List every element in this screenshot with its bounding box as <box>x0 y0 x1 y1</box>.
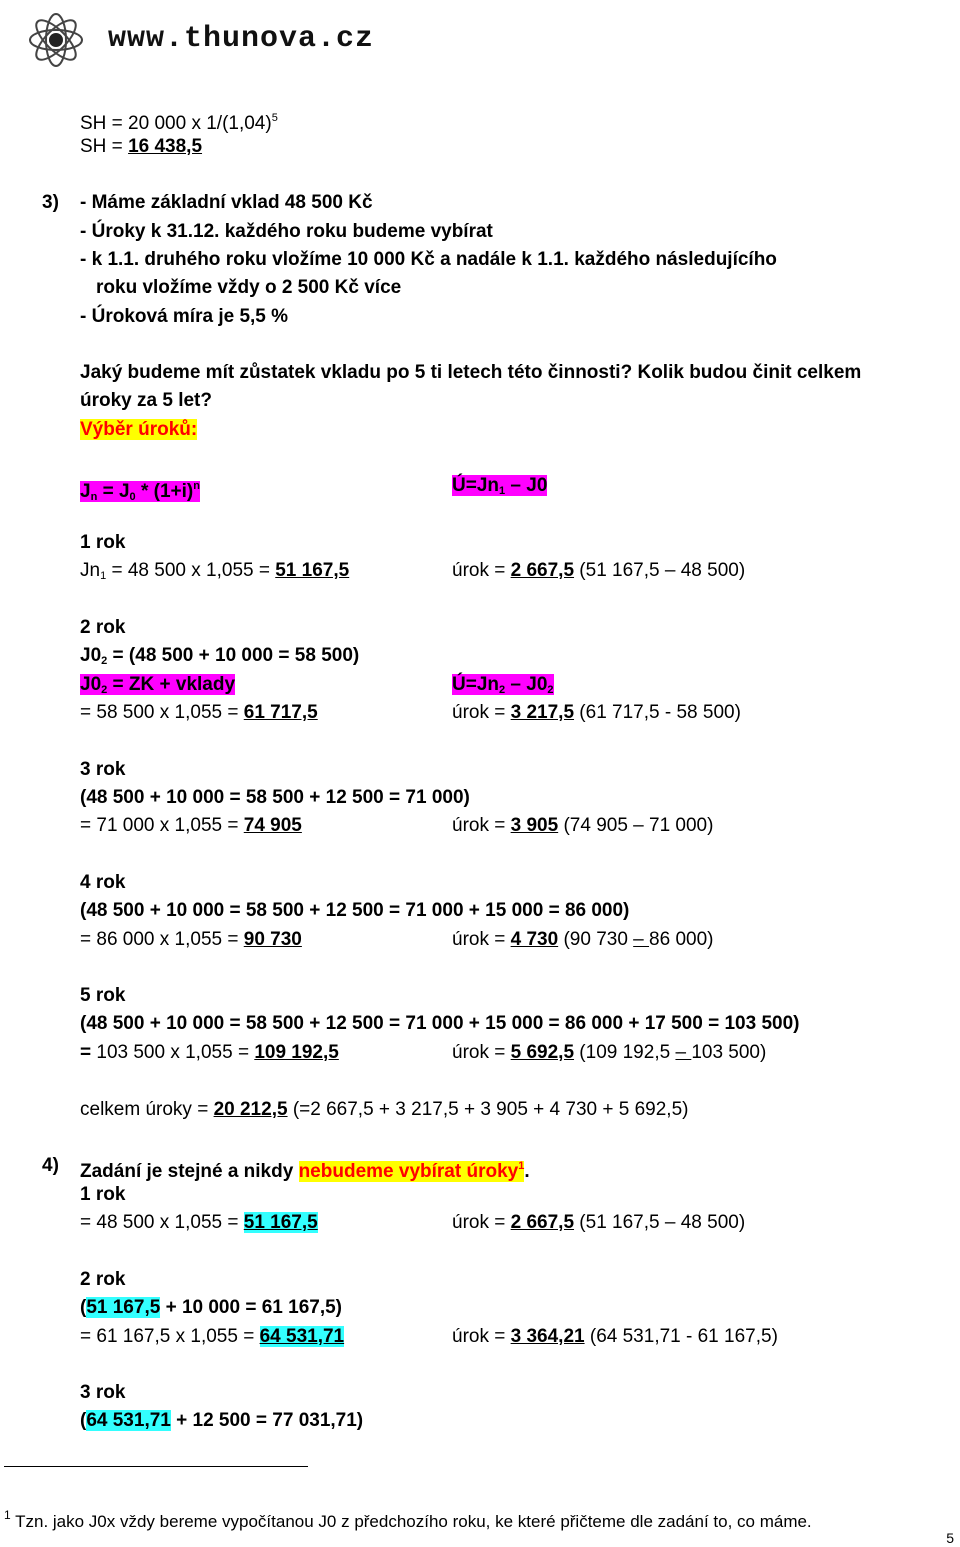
t3-y5-r-d: – <box>675 1042 692 1063</box>
t4-y2-label: 2 rok <box>80 1269 126 1290</box>
t3-y5-label: 5 rok <box>80 985 126 1006</box>
t4-y2-base <box>80 1296 342 1320</box>
t4-y3-b: 64 531,71 <box>86 1410 171 1431</box>
t3-y4-r-d: – <box>633 929 650 950</box>
t4-y3-base <box>80 1409 363 1433</box>
page-number: 5 <box>946 1530 954 1546</box>
t3-y5-r-value: 5 692,5 <box>510 1042 575 1063</box>
task3-line-5: - Úroková míra je 5,5 % <box>80 306 289 327</box>
t3-y5-b: + 17 500 = 103 500) <box>628 1013 800 1034</box>
t4-y2-a: ( <box>80 1297 87 1318</box>
t4-y1-result: 51 167,5 <box>243 1212 318 1233</box>
t3-y1-c: = 48 500 x 1,055 = <box>106 560 276 581</box>
task3-heading <box>80 418 197 442</box>
t4-y3-label: 3 rok <box>80 1382 126 1403</box>
task4-title-highlight <box>299 1161 525 1182</box>
t3-y2-result: 61 717,5 <box>243 702 318 723</box>
t3-y4-interest <box>452 928 713 952</box>
t3-y3-b: + 12 500 = 71 000) <box>309 787 470 808</box>
t3-y2-c: = (48 500 + 10 000 = 58 500) <box>107 645 360 666</box>
t3-y3-r-c: (74 905 – 71 000) <box>558 815 714 836</box>
t3-y1-b: 1 <box>100 570 107 582</box>
t3-y3-result: 74 905 <box>243 815 302 836</box>
t3-y4-calc-a: = 86 000 x 1,055 = <box>80 929 244 950</box>
task3-question-2: úroky za 5 let? <box>80 390 212 411</box>
t3-y5-r-e: 103 500) <box>691 1042 767 1063</box>
intro-line-1 <box>80 106 278 136</box>
t4-y2-interest <box>452 1325 778 1349</box>
t3-y2-calc <box>80 701 318 725</box>
footnote-divider <box>4 1466 308 1467</box>
t4-y3-c: + 12 500 = 77 031,71) <box>170 1410 364 1431</box>
t4-y1-label: 1 rok <box>80 1184 126 1205</box>
t3-y5-base <box>80 1012 799 1036</box>
footnote-number: 1 <box>4 1508 11 1522</box>
t3-y4-label: 4 rok <box>80 872 126 893</box>
t4-y2-calc <box>80 1325 344 1349</box>
t4-y2-c: + 10 000 = 61 167,5) <box>160 1297 343 1318</box>
t3-y4-calc <box>80 928 302 952</box>
t3-y4-a: (48 500 + 10 000 = 58 500 + 12 500 = 71 000 <box>80 900 469 921</box>
task3-line-3: - k 1.1. druhého roku vložíme 10 000 Kč a nadále k 1.1. každého následujícího <box>80 249 777 270</box>
formula-interest-text <box>452 475 547 496</box>
t3-y2-interest <box>452 701 741 725</box>
t3-y2-calc-a: = 58 500 x 1,055 = <box>80 702 244 723</box>
t3-y2-r-value: 3 217,5 <box>510 702 575 723</box>
task4-title-a: Zadání je stejné a nikdy <box>80 1161 299 1182</box>
t4-y2-calc-a: = 61 167,5 x 1,055 = <box>80 1326 260 1347</box>
f2-c: – J0 <box>505 475 548 496</box>
t3-y2-a: J0 <box>80 645 102 666</box>
t3-y3-label: 3 rok <box>80 759 126 780</box>
t3-y3-calc <box>80 814 302 838</box>
task3-number: 3) <box>42 192 59 213</box>
task3-line-1: - Máme základní vklad 48 500 Kč <box>80 192 373 213</box>
f1-d: 0 <box>129 491 136 503</box>
task3-line-4: roku vložíme vždy o 2 500 Kč více <box>96 277 402 298</box>
t3-y5-calc-a: = <box>80 1042 97 1063</box>
formula-compound-text <box>80 481 200 502</box>
t3-y4-result: 90 730 <box>243 929 302 950</box>
intro-line-2 <box>80 135 202 159</box>
t4-y3-a: ( <box>80 1410 87 1431</box>
f2-a: Ú=Jn <box>452 475 499 496</box>
f1-b: n <box>90 491 98 503</box>
t3-y2-f-b: 2 <box>101 684 108 696</box>
t3-y2-label: 2 rok <box>80 617 126 638</box>
t3-y1-label: 1 rok <box>80 532 126 553</box>
f2-b: 1 <box>499 485 506 497</box>
intro-formula: SH = 20 000 x 1/(1,04) <box>80 113 272 134</box>
t4-y2-b: 51 167,5 <box>86 1297 161 1318</box>
f1-c: = J <box>97 481 130 502</box>
t3-y2-b: 2 <box>101 655 108 667</box>
footnote <box>4 1504 812 1533</box>
t3-y5-result: 109 192,5 <box>254 1042 339 1063</box>
task4-footnote-ref: 1 <box>518 1160 525 1172</box>
intro-exponent: 5 <box>271 112 278 124</box>
t3-y1-interest <box>452 559 745 583</box>
t4-y1-interest <box>452 1211 745 1235</box>
t3-y2-if-b: 2 <box>499 684 506 696</box>
t3-y1-r-a: úrok = <box>452 560 511 581</box>
t3-y2-if-c: – J0 <box>505 674 548 695</box>
task4-number: 4) <box>42 1155 59 1176</box>
footnote-text: Tzn. jako J0x vždy bereme vypočítanou J0 z předchozího roku, ke které přičteme dle zadání to, co máme. <box>10 1512 812 1531</box>
f1-e: * (1+i) <box>135 481 194 502</box>
t3-y2-if-a: Ú=Jn <box>452 674 499 695</box>
t3-y1-r-c: (51 167,5 – 48 500) <box>574 560 746 581</box>
t3-y5-a: (48 500 + 10 000 = 58 500 + 12 500 = 71 000 + 15 000 = 86 000 <box>80 1013 629 1034</box>
t3-y4-r-c: (90 730 <box>558 929 634 950</box>
t4-y1-r-c: (51 167,5 – 48 500) <box>574 1212 746 1233</box>
t3-y1-result: 51 167,5 <box>275 560 350 581</box>
t3-y2-f-c: = ZK + vklady <box>107 674 236 695</box>
t3-y1-a: Jn <box>80 560 101 581</box>
t3-y1-calc <box>80 559 349 588</box>
t3-y3-base <box>80 786 470 810</box>
t3-y2-r-c: (61 717,5 - 58 500) <box>574 702 741 723</box>
t4-y2-result: 64 531,71 <box>259 1326 345 1347</box>
formula-compound <box>80 474 200 509</box>
t3-y3-r-a: úrok = <box>452 815 511 836</box>
t3-y5-calc-b: 103 500 x 1,055 = <box>96 1042 255 1063</box>
t3-y4-r-a: úrok = <box>452 929 511 950</box>
heading-text: Výběr úroků: <box>80 419 198 440</box>
t3-y3-r-value: 3 905 <box>510 815 559 836</box>
task3-line-2: - Úroky k 31.12. každého roku budeme vybírat <box>80 221 493 242</box>
t4-y2-r-c: (64 531,71 - 61 167,5) <box>584 1326 778 1347</box>
t4-y1-calc <box>80 1211 318 1235</box>
t3-y2-if-d: 2 <box>547 684 554 696</box>
t3-total <box>80 1098 688 1122</box>
t3-y5-r-c: (109 192,5 <box>574 1042 676 1063</box>
t3-total-value: 20 212,5 <box>213 1099 288 1120</box>
t4-y1-r-value: 2 667,5 <box>510 1212 575 1233</box>
f1-a: J <box>80 481 91 502</box>
t3-y2-interest-formula <box>452 673 554 702</box>
task4-title-c: . <box>524 1161 530 1182</box>
t3-y4-base <box>80 899 629 923</box>
t3-y2-formula-text <box>80 674 235 695</box>
t3-y3-calc-a: = 71 000 x 1,055 = <box>80 815 244 836</box>
t3-total-breakdown: (=2 667,5 + 3 217,5 + 3 905 + 4 730 + 5 692,5) <box>287 1099 689 1120</box>
t3-y3-a: (48 500 + 10 000 = 58 500 <box>80 787 310 808</box>
t3-y3-interest <box>452 814 713 838</box>
t3-y2-r-a: úrok = <box>452 702 511 723</box>
flower-icon <box>8 4 104 76</box>
intro-result: 16 438,5 <box>128 136 203 157</box>
task4-title-b: nebudeme vybírat úroky <box>298 1161 519 1182</box>
t4-y1-a: = 48 500 x 1,055 = <box>80 1212 244 1233</box>
t4-y1-r-a: úrok = <box>452 1212 511 1233</box>
f1-f: n <box>193 480 200 492</box>
t4-y2-r-a: úrok = <box>452 1326 511 1347</box>
t3-total-label: celkem úroky = <box>80 1099 214 1120</box>
formula-interest <box>452 474 547 503</box>
t3-y2-f-a: J0 <box>80 674 102 695</box>
site-url: www.thunova.cz <box>108 22 375 56</box>
t3-y2-formula <box>80 673 235 702</box>
t3-y2-if-text <box>452 674 554 695</box>
t3-y4-r-e: 86 000) <box>649 929 714 950</box>
intro-label: SH = <box>80 136 129 157</box>
task4-title <box>80 1154 530 1184</box>
t3-y5-interest <box>452 1041 766 1065</box>
t3-y4-b: + 15 000 = 86 000) <box>468 900 630 921</box>
t3-y4-r-value: 4 730 <box>510 929 559 950</box>
t3-y1-r-value: 2 667,5 <box>510 560 575 581</box>
t3-y5-r-a: úrok = <box>452 1042 511 1063</box>
t3-y5-calc <box>80 1041 339 1065</box>
t4-y2-r-value: 3 364,21 <box>510 1326 585 1347</box>
task3-question-1: Jaký budeme mít zůstatek vkladu po 5 ti letech této činnosti? Kolik budou činit celkem <box>80 362 862 383</box>
t3-y2-base <box>80 644 359 673</box>
site-logo <box>8 4 375 76</box>
